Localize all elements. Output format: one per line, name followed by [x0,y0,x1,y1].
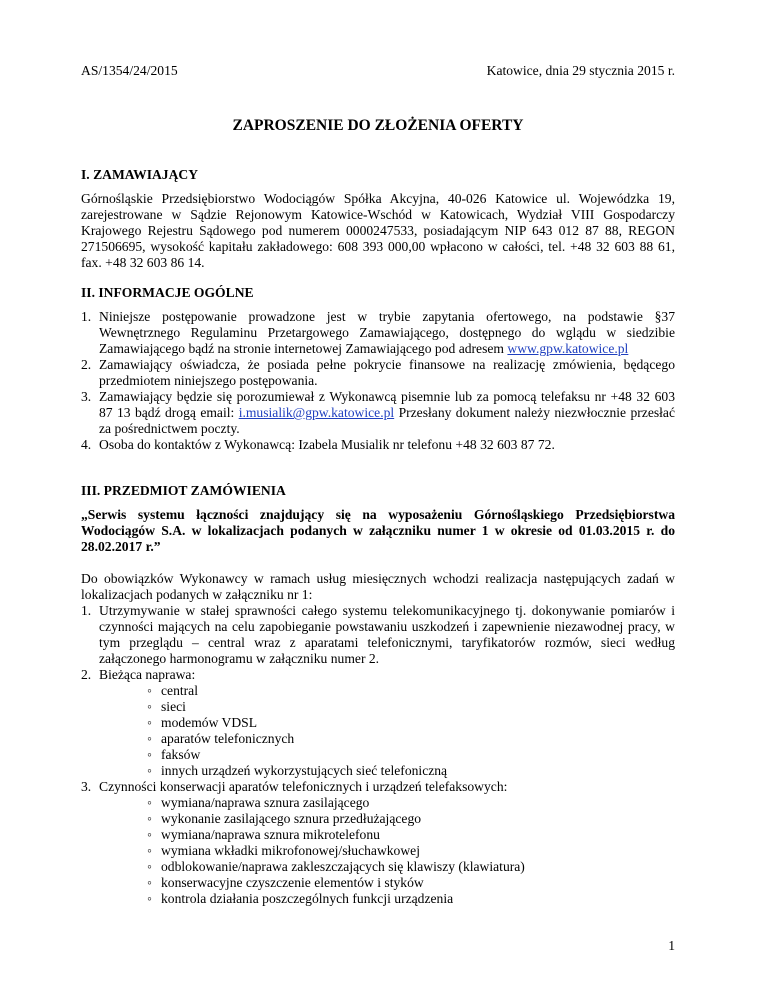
order-subject: „Serwis systemu łączności znajdujący się na wyposażeniu Górnośląskiego Przedsiębiorstwa Wodociągów S.A. w lokalizacjach podanych w załączniku numer 1 w okresie od 01.03.2015 r. do 28.02.2017 r.” [81,507,675,554]
list-item: 2. Zamawiający oświadcza, że posiada pełne pokrycie finansowe na realizację zmówienia, będącego przedmiotem niniejszego postępowania. [81,357,675,388]
sublist-item: ◦ wymiana/naprawa sznura mikrotelefonu [147,827,675,843]
list-item: 3. Czynności konserwacji aparatów telefonicznych i urządzeń telefaksowych: ◦ wymiana/naprawa sznura zasilającego ◦ wykonanie zasilającego sznura przedłużającego ◦ wymiana/naprawa sznura mikrotelefonu ◦ wymiana wkładki mikrofonowej/słuchawkowej ◦ odblokowanie/naprawa zakleszczających się klawiszy (klawiatura) ◦ konserwacyjne czyszczenie elementów i styków ◦ kontrola działania poszczególnych funkcji urządzenia [81,779,675,907]
sublist-item: ◦ modemów VDSL [147,715,675,731]
duties-intro: Do obowiązków Wykonawcy w ramach usług miesięcznych wchodzi realizacja następujących zadań w lokalizacjach podanych w załączniku nr 1: [81,571,675,602]
page-number: 1 [668,938,675,953]
ordering-party-text: Górnośląskie Przedsiębiorstwo Wodociągów Spółka Akcyjna, 40-026 Katowice ul. Wojewódzka 19, zarejestrowane w Sądzie Rejonowym Katowice-Wschód w Katowicach, Wydział VIII Gospodarczy Krajowego Rejestru Sądowego pod numerem 0000247533, posiadającym NIP 643 012 87 88, REGON 271506695, wysokość kapitału zakładowego: 608 393 000,00 wpłacono w całości, tel. +48 32 603 88 61, fax. +48 32 603 86 14. [81,191,675,270]
list-item: 4. Osoba do kontaktów z Wykonawcą: Izabela Musialik nr telefonu +48 32 603 87 72. [81,437,555,452]
section-subject [81,483,675,907]
place-date: Katowice, dnia 29 stycznia 2015 r. [486,63,675,78]
list-item: 3. Zamawiający będzie się porozumiewał z Wykonawcą pisemnie lub za pomocą telefaksu nr +48 32 603 87 13 bądź drogą email: i.musialik@gpw.katowice.pl Przesłany dokument należy niezwłocznie przesłać za pośrednictwem poczty. [81,389,675,436]
sublist-item: ◦ wykonanie zasilającego sznura przedłużającego [147,811,675,827]
section-ordering-party [81,167,675,271]
sublist-item: ◦ konserwacyjne czyszczenie elementów i styków [147,875,675,891]
sublist-item: ◦ aparatów telefonicznych [147,731,675,747]
list-item: 1. Niniejsze postępowanie prowadzone jest w trybie zapytania ofertowego, na podstawie §37 Wewnętrznego Regulaminu Przetargowego Zamawiającego, dostępnego do wglądu w siedzibie Zamawiającego bądź na stronie internetowej Zamawiającego pod adresem www.gpw.katowice.pl [81,309,675,356]
sublist-item: ◦ kontrola działania poszczególnych funkcji urządzenia [147,891,675,907]
sublist-item: ◦ sieci [147,699,675,715]
section-general-info [81,285,675,453]
repair-sublist [99,683,675,779]
document-title: ZAPROSZENIE DO ZŁOŻENIA OFERTY [232,117,524,134]
document-header [81,63,675,81]
website-link[interactable]: www.gpw.katowice.pl [507,341,629,356]
maintenance-sublist [99,795,675,907]
sublist-item: ◦ wymiana/naprawa sznura zasilającego [147,795,675,811]
section-heading: III. PRZEDMIOT ZAMÓWIENIA [81,483,286,498]
sublist-item: ◦ wymiana wkładki mikrofonowej/słuchawkowej [147,843,675,859]
list-item: 1. Utrzymywanie w stałej sprawności całego systemu telekomunikacyjnego tj. dokonywanie pomiarów i czynności mających na celu zapobieganie powstawaniu uszkodzeń i zapewnienie niezawodnej pracy, w tym przeglądu – central wraz z aparatami telefonicznymi, taryfikatorów rozmów, sieci według załączonego harmonogramu w załączniku numer 2. [81,603,675,666]
general-info-list [81,309,675,453]
sublist-item: ◦ innych urządzeń wykorzystujących sieć telefoniczną [147,763,675,779]
sublist-item: ◦ central [147,683,675,699]
sublist-item: ◦ odblokowanie/naprawa zakleszczających się klawiszy (klawiatura) [147,859,675,875]
sublist-item: ◦ faksów [147,747,675,763]
list-item: 2. Bieżąca naprawa: ◦ central ◦ sieci ◦ modemów VDSL ◦ aparatów telefonicznych ◦ faksów ◦ innych urządzeń wykorzystujących sieć telefoniczną [81,667,675,779]
email-link[interactable]: i.musialik@gpw.katowice.pl [238,405,395,420]
duties-list [81,603,675,907]
reference-number: AS/1354/24/2015 [81,63,178,78]
section-heading: I. ZAMAWIAJĄCY [81,167,199,182]
section-heading: II. INFORMACJE OGÓLNE [81,285,254,300]
